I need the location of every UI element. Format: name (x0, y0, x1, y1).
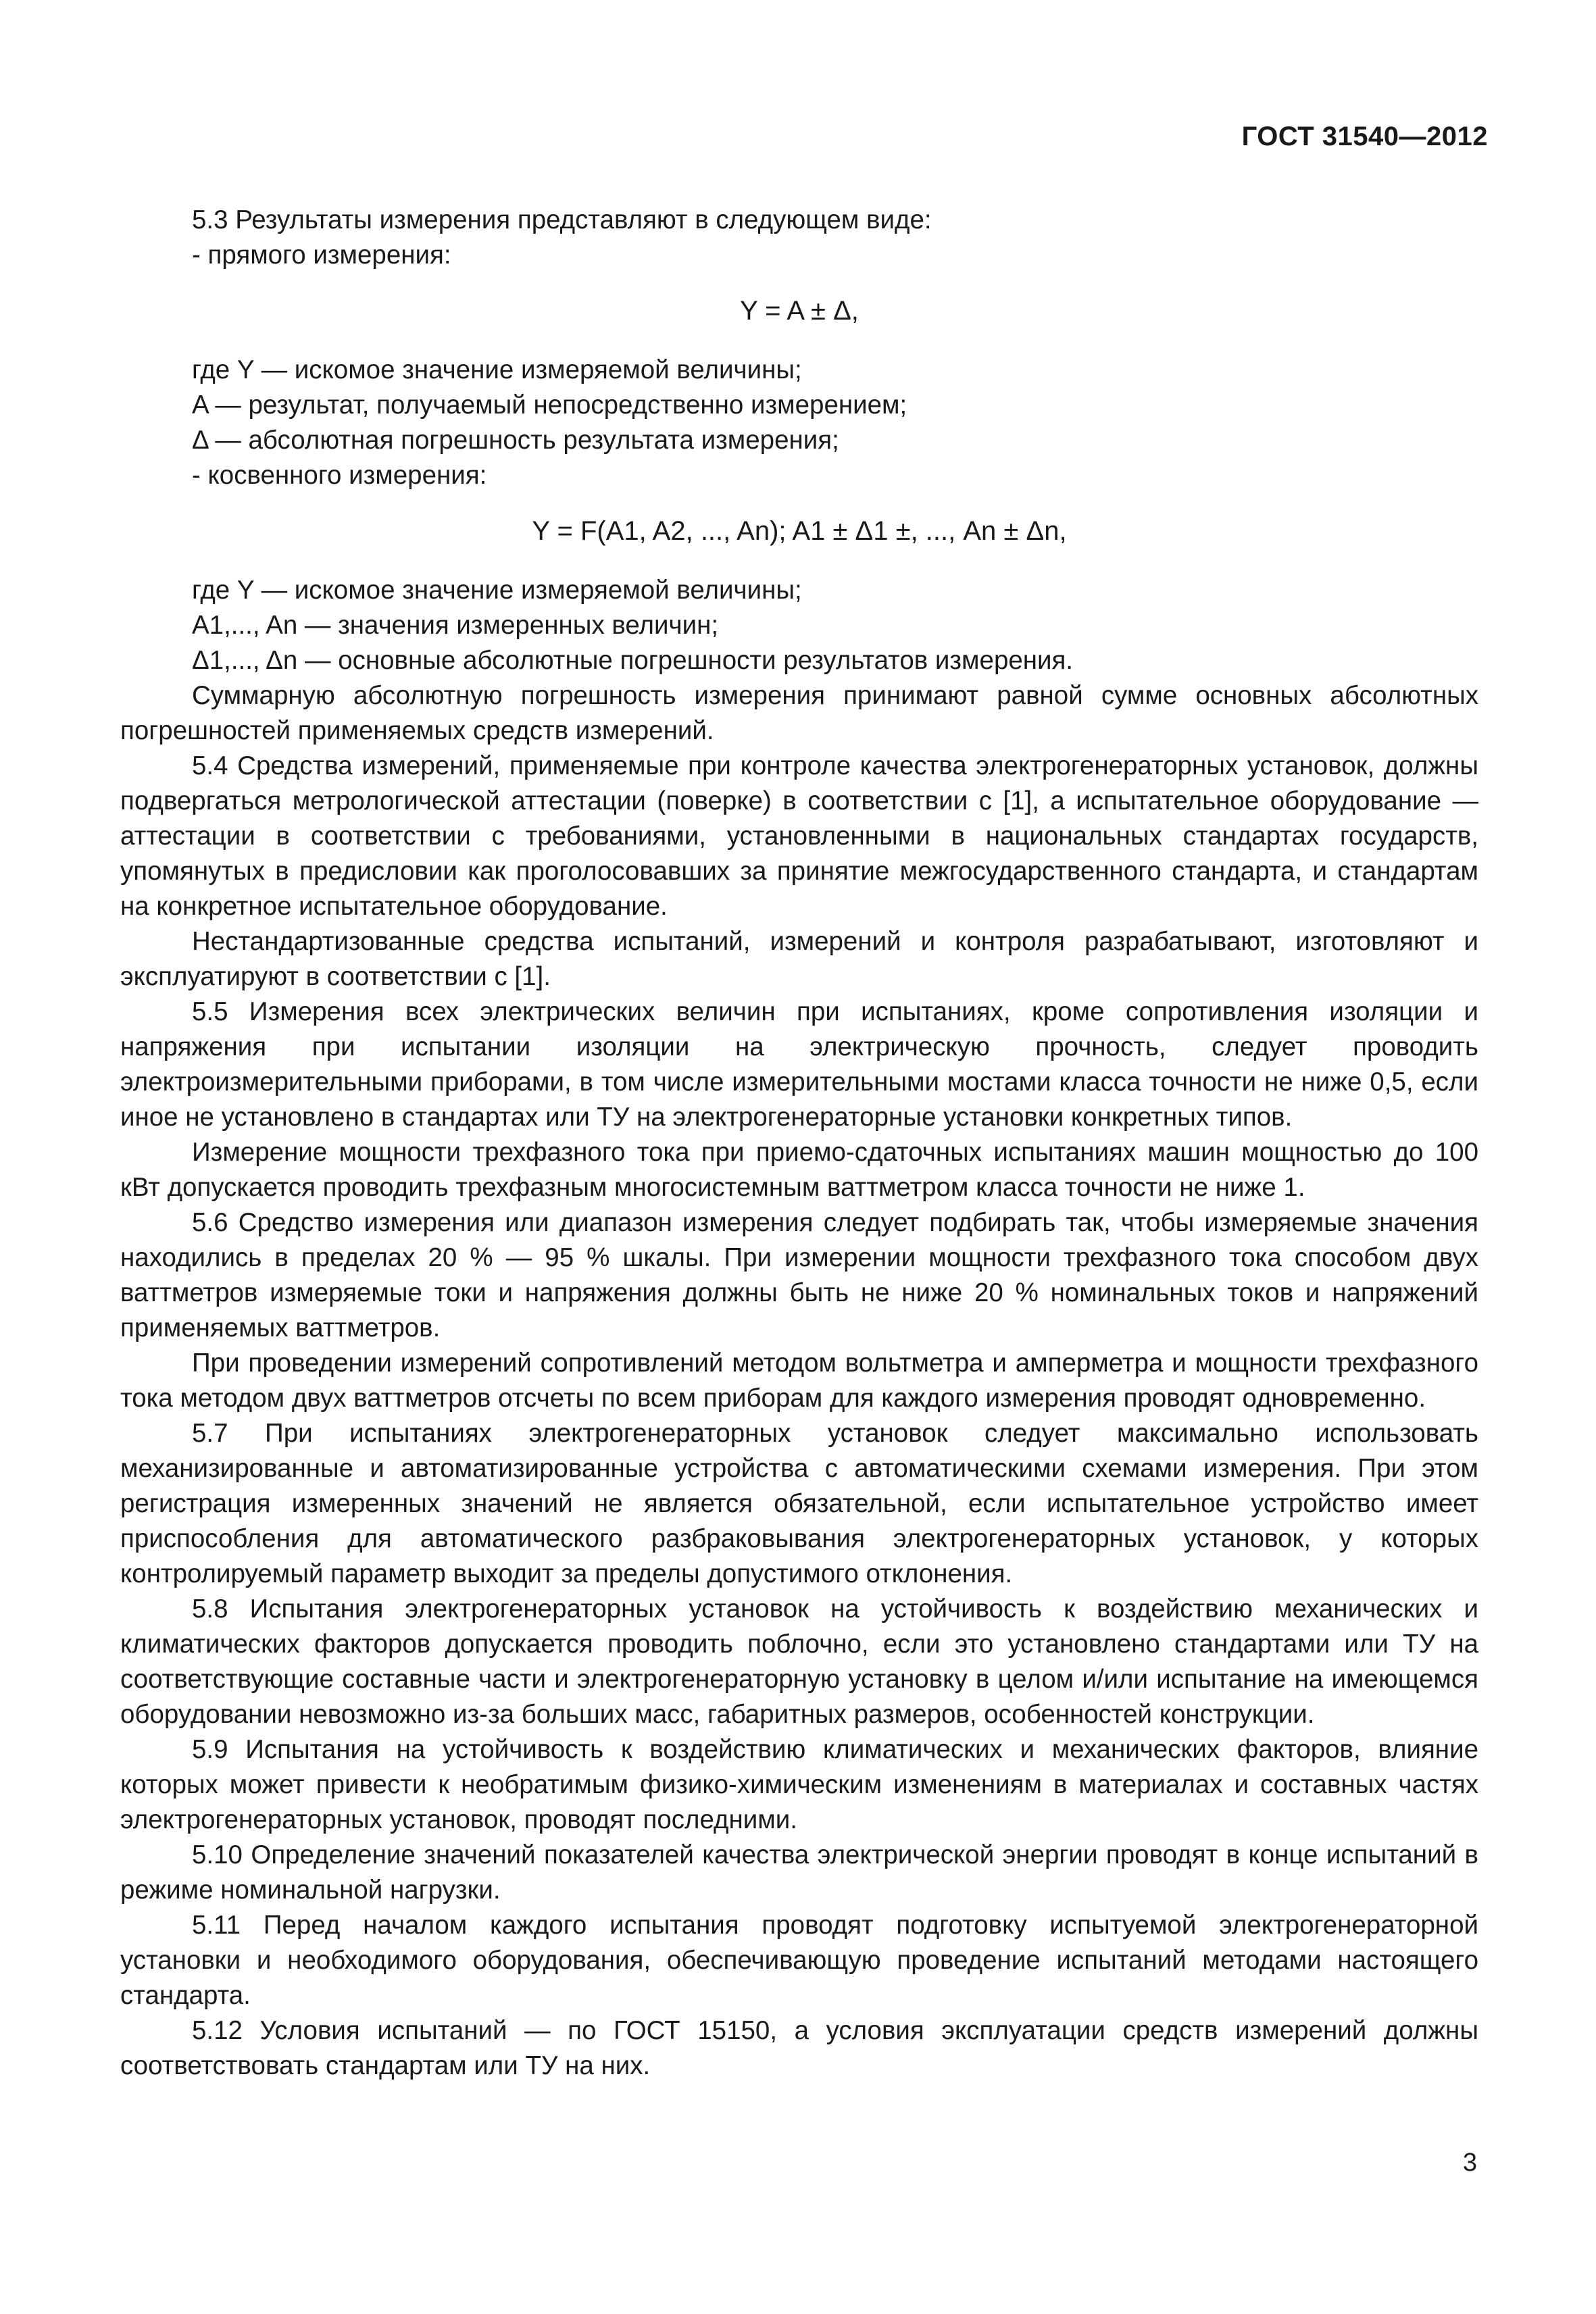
paragraph: 5.8 Испытания электрогенераторных установок на устойчивость к воздействию механических и климатических факторов допускается проводить поблочно, если это установлено стандартами или ТУ на соответствующие составные части и электрогенераторную установку в целом и/или испытание на имеющемся оборудовании невозможно из-за больших масс, габаритных размеров, особенностей конструкции. (120, 1594, 1478, 1729)
definition-line: где Y — искомое значение измеряемой величины; (192, 576, 802, 605)
paragraph: 5.9 Испытания на устойчивость к воздействию климатических и механических факторов, влияние которых может привести к необратимым физико-химическим изменениям в материалах и составных частях электрогенераторных установок, проводят последними. (120, 1735, 1478, 1834)
paragraph: 5.4 Средства измерений, применяемые при контроле качества электрогенераторных установок, должны подвергаться метрологической аттестации (поверке) в соответствии с [1], а испытательное оборудование — аттестации в соответствии с требованиями, установленными в национальных стандартах государств, упомянутых в предисловии как проголосовавших за принятие межгосударственного стандарта, и стандартам на конкретное испытательное оборудование. (120, 751, 1478, 921)
paragraph: Суммарную абсолютную погрешность измерения принимают равной сумме основных абсолютных погрешностей применяемых средств измерений. (120, 681, 1478, 745)
formula-indirect: Y = F(A1, A2, ..., An); A1 ± Δ1 ±, ..., An ± Δn, (532, 516, 1067, 546)
paragraph: 5.6 Средство измерения или диапазон измерения следует подбирать так, чтобы измеряемые значения находились в пределах 20 % — 95 % шкалы. При измерении мощности трехфазного тока способом двух ваттметров измеряемые токи и напряжения должны быть не ниже 20 % номинальных токов и напряжений применяемых ваттметров. (120, 1208, 1478, 1342)
direct-measurement-label: - прямого измерения: (192, 241, 451, 270)
paragraph: При проведении измерений сопротивлений методом вольтметра и амперметра и мощности трехфазного тока методом двух ваттметров отсчеты по всем приборам для каждого измерения проводят одновременно. (120, 1349, 1478, 1413)
formula-direct: Y = A ± Δ, (740, 296, 859, 326)
definition-line: A — результат, получаемый непосредственно измерением; (192, 391, 907, 420)
definition-line: A1,..., An — значения измеренных величин; (192, 611, 719, 640)
paragraph: Нестандартизованные средства испытаний, измерений и контроля разрабатывают, изготовляют и эксплуатируют в соответствии с [1]. (120, 927, 1478, 991)
paragraph: 5.5 Измерения всех электрических величин при испытаниях, кроме сопротивления изоляции и напряжения при испытании изоляции на электрическую прочность, следует проводить электроизмерительными приборами, в том числе измерительными мостами класса точности не ниже 0,5, если иное не установлено в стандартах или ТУ на электрогенераторные установки конкретных типов. (120, 997, 1478, 1132)
page-number: 3 (1462, 2148, 1477, 2177)
paragraph: Измерение мощности трехфазного тока при приемо-сдаточных испытаниях машин мощностью до 100 кВт допускается проводить трехфазным многосистемным ваттметром класса точности не ниже 1. (120, 1138, 1478, 1202)
indirect-measurement-label: - косвенного измерения: (192, 461, 487, 490)
definition-line: Δ — абсолютная погрешность результата измерения; (192, 426, 839, 455)
definition-line: Δ1,..., Δn — основные абсолютные погрешности результатов измерения. (192, 646, 1074, 675)
definition-line: где Y — искомое значение измеряемой величины; (192, 355, 802, 384)
document-body (120, 203, 1478, 2084)
paragraph: 5.11 Перед началом каждого испытания проводят подготовку испытуемой электрогенераторной установки и необходимого оборудования, обеспечивающую проведение испытаний методами настоящего стандарта. (120, 1911, 1478, 2010)
paragraph: 5.7 При испытаниях электрогенераторных установок следует максимально использовать механизированные и автоматизированные устройства с автоматическими схемами измерения. При этом регистрация измеренных значений не является обязательной, если испытательное устройство имеет приспособления для автоматического разбраковывания электрогенераторных установок, у которых контролируемый параметр выходит за пределы допустимого отклонения. (120, 1419, 1478, 1588)
section-5-3-intro: 5.3 Результаты измерения представляют в следующем виде: (192, 205, 932, 234)
standard-code: ГОСТ 31540—2012 (1241, 122, 1488, 151)
paragraph: 5.12 Условия испытаний — по ГОСТ 15150, а условия эксплуатации средств измерений должны соответствовать стандартам или ТУ на них. (120, 2016, 1478, 2080)
paragraph: 5.10 Определение значений показателей качества электрической энергии проводят в конце испытаний в режиме номинальной нагрузки. (120, 1840, 1478, 1905)
